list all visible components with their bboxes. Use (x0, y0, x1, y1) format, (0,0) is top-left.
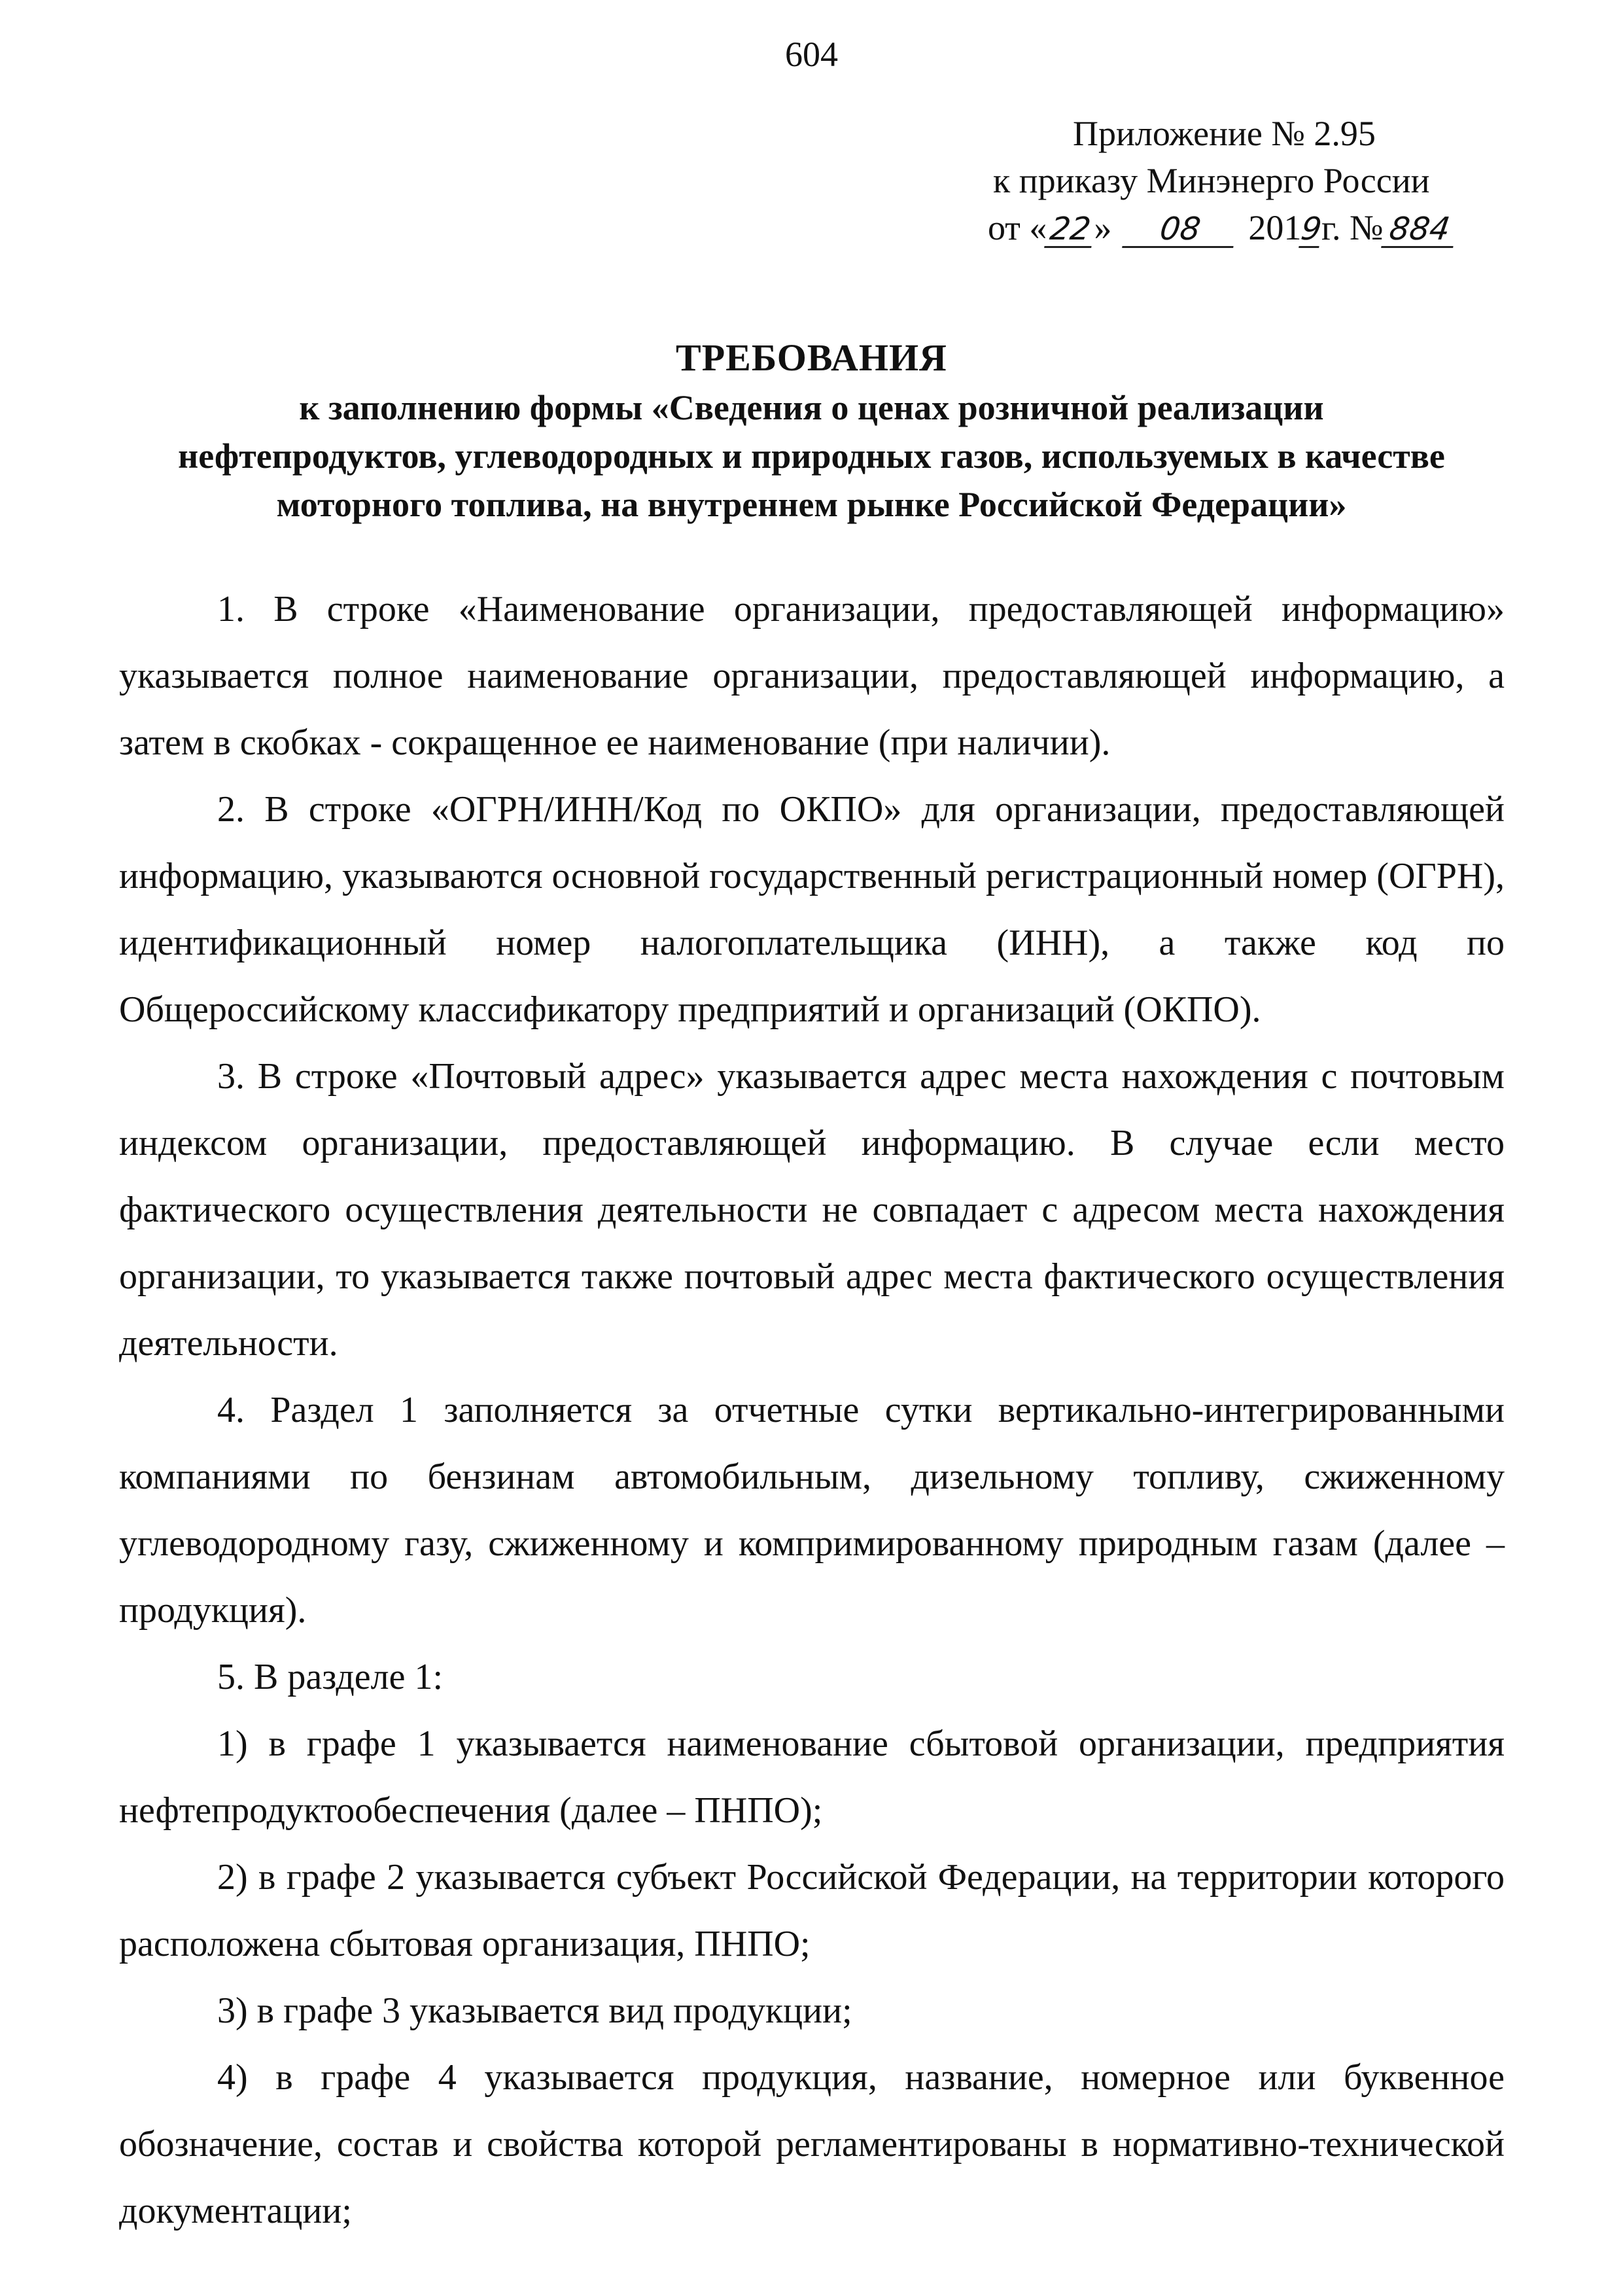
document-body (119, 576, 1505, 2244)
handwritten-day: 22 (1045, 212, 1097, 248)
paragraph-4: 4. Раздел 1 заполняется за отчетные сутки вертикально-интегрированными компаниями по бензинам автомобильным, дизельному топливу, сжиженному углеводородному газу, сжиженному и компримированному природным газам (далее – продукция). (119, 1390, 1505, 1631)
subtitle-line-3: моторного топлива, на внутреннем рынке Российской Федерации» (276, 485, 1347, 524)
handwritten-year-digit: 9 (1299, 211, 1325, 247)
appendix-header (988, 110, 1524, 251)
page-number: 604 (785, 35, 838, 74)
paragraph-5-item-3: 3) в графе 3 указывается вид продукции; (217, 1990, 852, 2031)
appendix-date-line (988, 204, 1524, 251)
document-title: ТРЕБОВАНИЯ (676, 336, 947, 379)
handwritten-order-number: 884 (1381, 212, 1458, 248)
paragraph-5: 5. В разделе 1: (217, 1657, 444, 1697)
paragraph-1: 1. В строке «Наименование организации, предоставляющей информацию» указывается полное наименование организации, предоставляющей информацию, а затем в скобках - сокращенное ее наименование (при наличии). (119, 589, 1505, 763)
paragraph-2: 2. В строке «ОГРН/ИНН/Код по ОКПО» для организации, предоставляющей информацию, указываются основной государственный регистрационный номер (ОГРН), идентификационный номер налогоплательщика (ИНН), а также код по Общероссийскому классификатору предприятий и организаций (ОКПО). (119, 789, 1505, 1030)
year-suffix: г. № (1321, 208, 1384, 247)
document-title-block (105, 332, 1518, 529)
paragraph-5-item-2: 2) в графе 2 указывается субъект Российской Федерации, на территории которого расположена сбытовая организация, ПНПО; (119, 1857, 1505, 1964)
paragraph-5-item-1: 1) в графе 1 указывается наименование сбытовой организации, предприятия нефтепродуктообеспечения (далее – ПНПО); (119, 1723, 1505, 1831)
date-prefix: от « (988, 208, 1047, 247)
year-prefix: 201 (1248, 208, 1302, 247)
date-mid: » (1094, 208, 1112, 247)
paragraph-5-item-4: 4) в графе 4 указывается продукция, название, номерное или буквенное обозначение, состав и свойства которой регламентированы в нормативно-технической документации; (119, 2057, 1505, 2231)
appendix-title: Приложение № 2.95 (1073, 114, 1376, 153)
paragraph-3: 3. В строке «Почтовый адрес» указывается адрес места нахождения с почтовым индексом организации, предоставляющей информацию. В случае если место фактического осуществления деятельности не совпадает с адресом места нахождения организации, то указывается также почтовый адрес места фактического осуществления деятельности. (119, 1056, 1505, 1364)
subtitle-line-2: нефтепродуктов, углеводородных и природных газов, используемых в качестве (178, 436, 1445, 476)
handwritten-month: 08 (1122, 212, 1238, 248)
appendix-order-ref: к приказу Минэнерго России (993, 161, 1430, 200)
subtitle-line-1: к заполнению формы «Сведения о ценах розничной реализации (299, 388, 1324, 427)
